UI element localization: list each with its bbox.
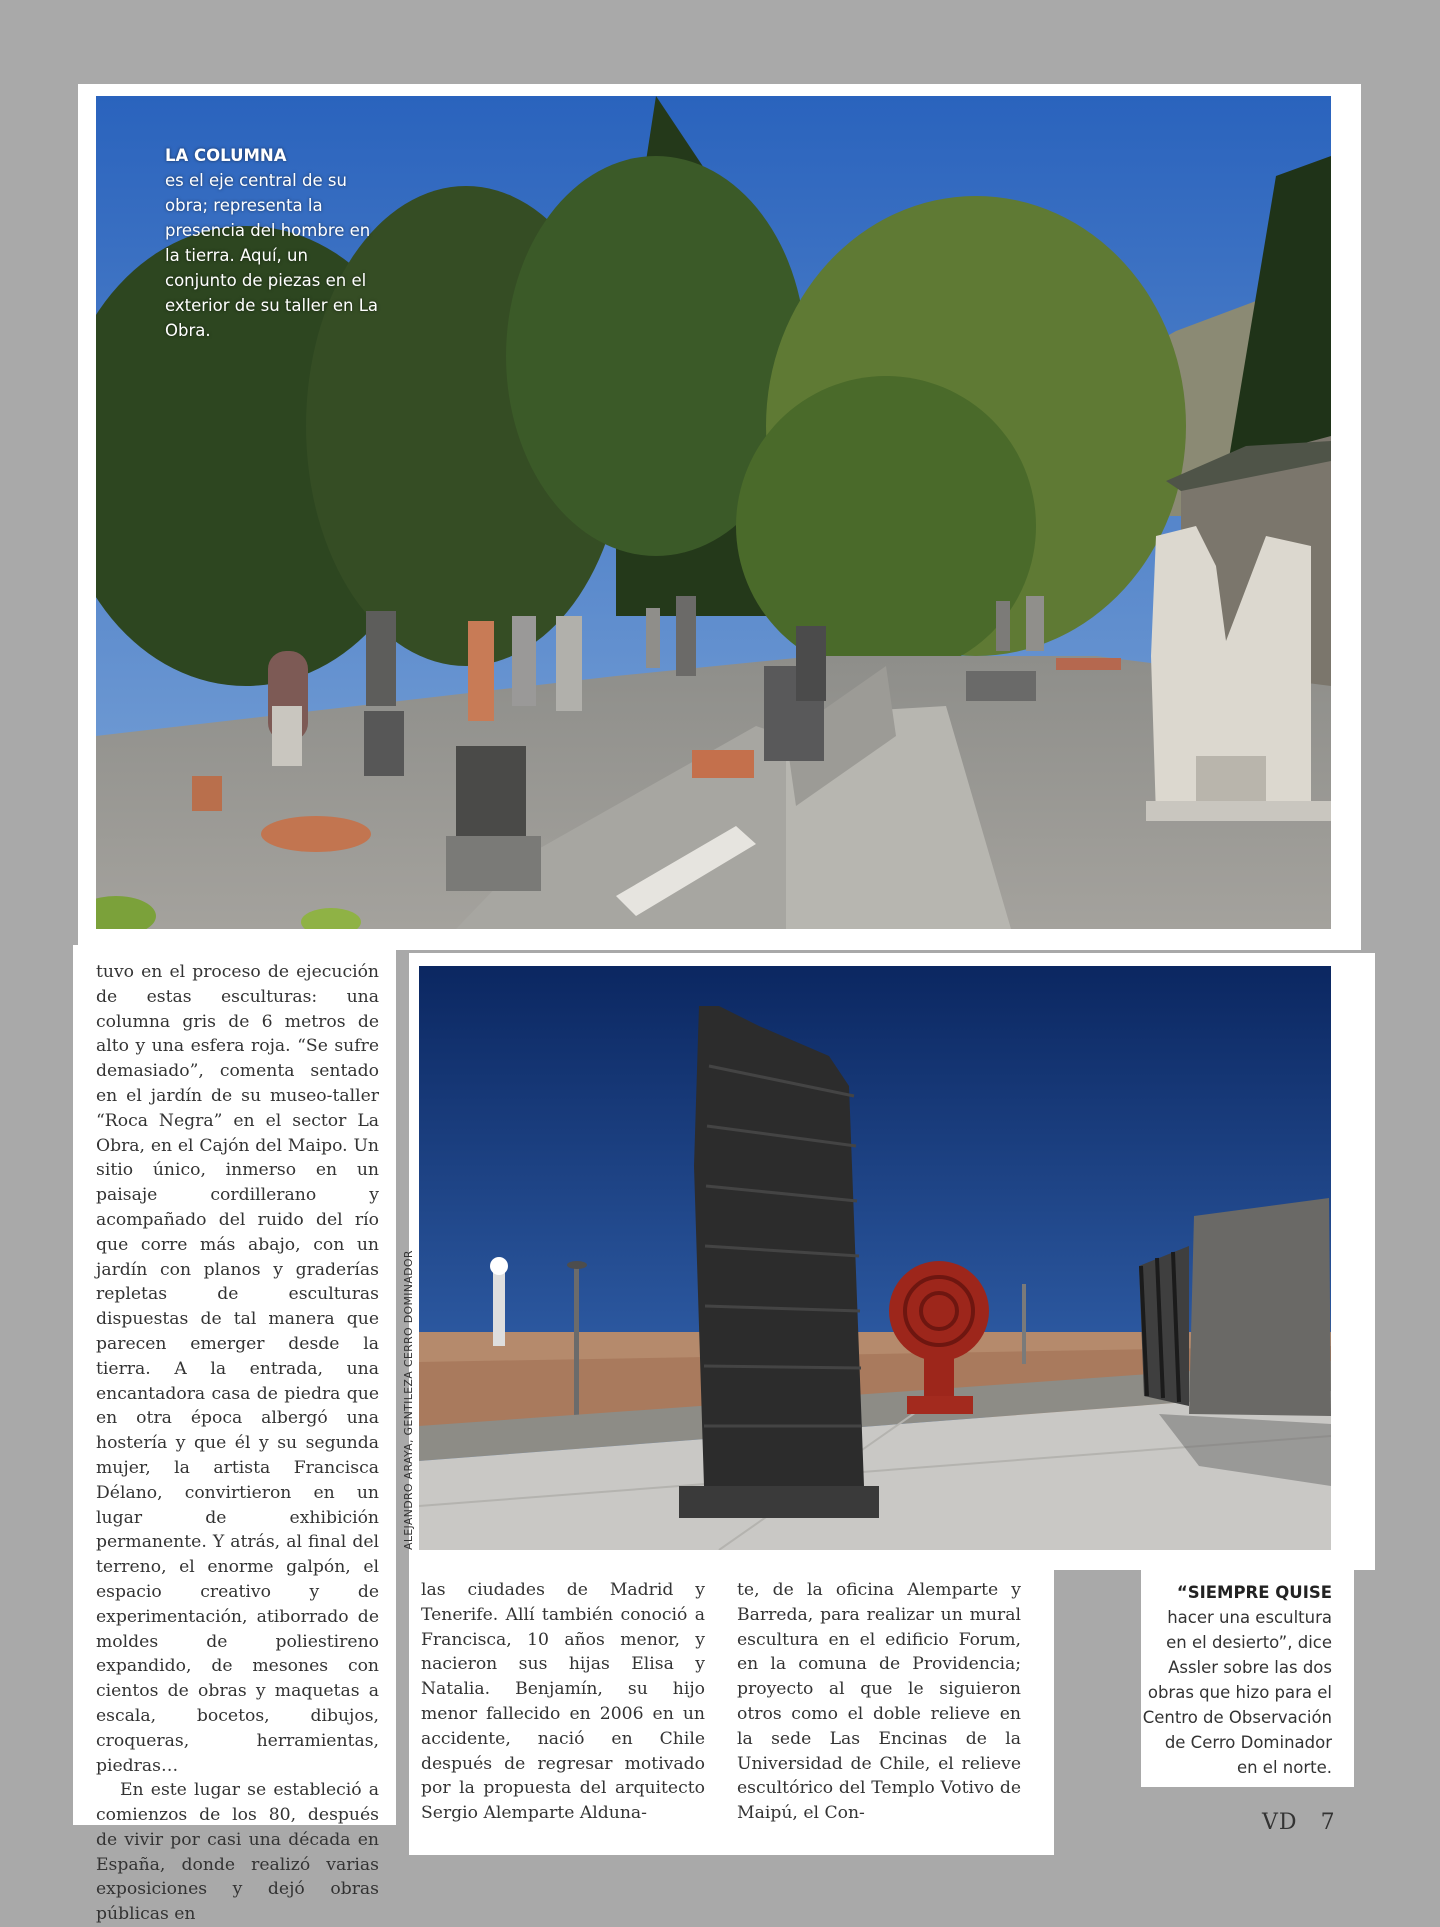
magazine-logo: VD <box>1262 1810 1298 1835</box>
desert-sculpture-photo <box>419 966 1331 1550</box>
body-column-3 <box>737 1578 1021 1826</box>
body-column-1 <box>96 960 379 1927</box>
caption-text: hacer una escultura en el desierto”, dice Assler sobre las dos obras que hizo para el Centro de Observación de Cerro Dominador en el norte. <box>1142 1608 1332 1777</box>
body-paragraph: las ciudades de Madrid y Tenerife. Allí también conoció a Francisca, 10 años menor, y nacieron sus hijas Elisa y Natalia. Benjamín, su hijo menor fallecido en 2006 en un accidente, nació en Chile después de regresar motivado por la propuesta del arquitecto Sergio Alemparte Alduna- <box>421 1580 705 1824</box>
caption-heading: “SIEMPRE QUISE <box>1176 1583 1332 1602</box>
body-paragraph: En este lugar se estableció a comienzos de los 80, después de vivir por casi una década en España, donde realizó varias exposiciones y dejó obras públicas en <box>96 1780 379 1925</box>
page-folio <box>1262 1810 1335 1835</box>
photo-credit: ALEJANDRO ARAYA, GENTILEZA CERRO DOMINADOR <box>402 1250 415 1550</box>
caption-heading: LA COLUMNA <box>165 146 287 165</box>
body-paragraph: te, de la oficina Alemparte y Barreda, para realizar un mural escultura en el edificio Forum, en la comuna de Providencia; proyecto al que le siguieron otros como el doble relieve en la sede Las Encinas de la Universidad de Chile, el relieve escultórico del Templo Votivo de Maipú, el Con- <box>737 1580 1021 1824</box>
caption-text: es el eje central de su obra; representa la presencia del hombre en la tierra. Aquí, un conjunto de piezas en el exterior de su taller en La Obra. <box>165 171 378 340</box>
body-paragraph: tuvo en el proceso de ejecución de estas esculturas: una columna gris de 6 metros de alto y una esfera roja. “Se sufre demasiado”, comenta sentado en el jardín de su museo-taller “Roca Negra” en el sector La Obra, en el Cajón del Maipo. Un sitio único, inmerso en un paisaje cordillerano y acompañado del ruido del río que corre más abajo, con un jardín con planos y graderías repletas de esculturas dispuestas de tal manera que parecen emerger desde la tierra. A la entrada, una encantadora casa de piedra que en otra época albergó una hostería y que él y su segunda mujer, la artista Francisca Délano, convirtieron en un lugar de exhibición permanente. Y atrás, al final del terreno, el enorme galpón, el espacio creativo y de experimentación, atiborrado de moldes de poliestireno expandido, de mesones con cientos de obras y maquetas a escala, bocetos, dibujos, croqueras, herramientas, piedras… <box>96 962 379 1776</box>
page-number: 7 <box>1320 1810 1335 1835</box>
body-column-2 <box>421 1578 705 1826</box>
right-photo-caption <box>1142 1580 1332 1780</box>
top-photo-caption <box>165 143 380 343</box>
